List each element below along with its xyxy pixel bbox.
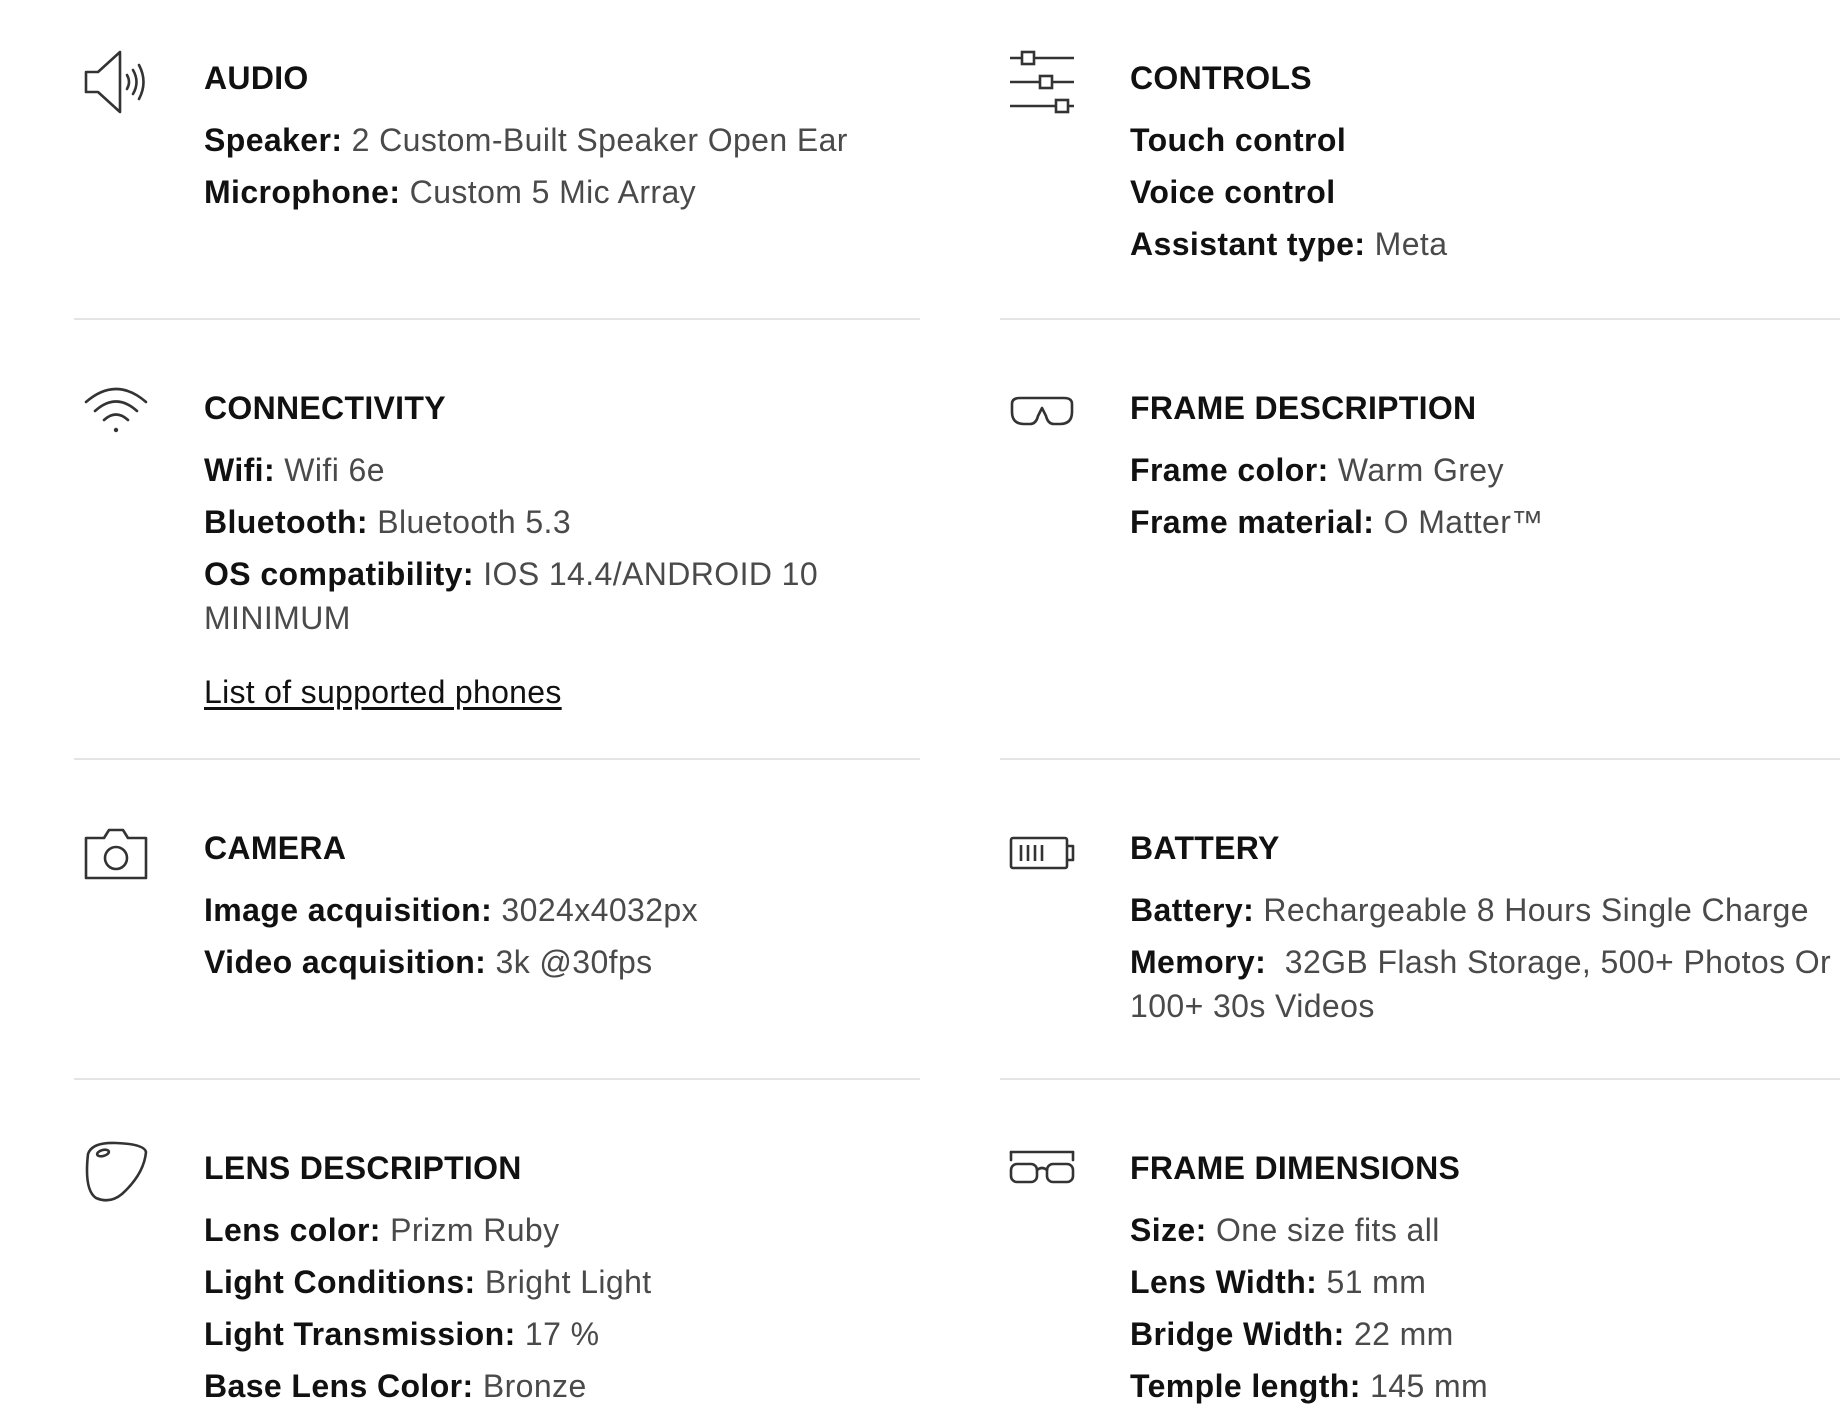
spec-value: 145 mm (1360, 1368, 1489, 1404)
spec-image-acquisition (204, 888, 920, 932)
section-battery-content (1130, 828, 1840, 1036)
spec-key: Temple length: (1130, 1368, 1361, 1404)
spec-value: Bronze (473, 1368, 587, 1404)
spec-bridge-width (1130, 1312, 1840, 1356)
spec-bluetooth (204, 500, 920, 544)
spec-voice-control (1130, 170, 1840, 214)
spec-key: Bridge Width: (1130, 1316, 1345, 1352)
spec-size (1130, 1208, 1840, 1252)
spec-value: Wifi 6e (275, 452, 385, 488)
spec-value: Rechargeable 8 Hours Single Charge (1254, 892, 1809, 928)
spec-value: 17 % (515, 1316, 600, 1352)
spec-key: Memory: (1130, 944, 1267, 980)
section-divider (74, 318, 920, 320)
section-divider (74, 758, 920, 760)
spec-lens-width (1130, 1260, 1840, 1304)
spec-microphone (204, 170, 920, 214)
speaker-icon (82, 48, 150, 116)
spec-value: 22 mm (1344, 1316, 1454, 1352)
spec-key: Voice control (1130, 174, 1336, 210)
spec-key: Microphone: (204, 174, 401, 210)
spec-wifi (204, 448, 920, 492)
battery-icon (1008, 818, 1076, 886)
section-title: LENS DESCRIPTION (204, 1150, 522, 1186)
spec-key: Light Conditions: (204, 1264, 476, 1300)
spec-touch-control (1130, 118, 1840, 162)
spec-key: Bluetooth: (204, 504, 368, 540)
spec-key: Battery: (1130, 892, 1255, 928)
spec-key: Touch control (1130, 122, 1347, 158)
spec-value: 2 Custom-Built Speaker Open Ear (342, 122, 848, 158)
spec-value: 3k @30fps (486, 944, 653, 980)
spec-value: Meta (1365, 226, 1448, 262)
spec-key: Frame color: (1130, 452, 1329, 488)
spec-battery (1130, 888, 1840, 932)
section-camera-content (204, 828, 920, 992)
spec-key: Video acquisition: (204, 944, 487, 980)
spec-temple-length (1130, 1364, 1840, 1408)
spec-light-transmission (204, 1312, 920, 1356)
spec-key: Image acquisition: (204, 892, 493, 928)
spec-value: Prizm Ruby (380, 1212, 560, 1248)
spec-frame-color (1130, 448, 1840, 492)
spec-key: Lens Width: (1130, 1264, 1318, 1300)
spec-key: Lens color: (204, 1212, 381, 1248)
section-connectivity-content (204, 388, 920, 714)
spec-key: Wifi: (204, 452, 276, 488)
spec-value: Bright Light (475, 1264, 652, 1300)
spec-value: Bluetooth 5.3 (367, 504, 572, 540)
spec-value: Custom 5 Mic Array (400, 174, 697, 210)
glasses-frame-icon (1008, 1138, 1076, 1206)
spec-speaker (204, 118, 920, 162)
section-title: CAMERA (204, 830, 347, 866)
section-title: FRAME DESCRIPTION (1130, 390, 1477, 426)
section-frame-dimensions-content (1130, 1148, 1840, 1416)
spec-value: 32GB Flash Storage, 500+ Photos Or 100+ 30s Videos (1130, 944, 1841, 1024)
section-divider (1000, 318, 1840, 320)
section-title: FRAME DIMENSIONS (1130, 1150, 1461, 1186)
spec-os-compatibility (204, 552, 844, 640)
spec-value: O Matter™ (1374, 504, 1544, 540)
sunglasses-icon (1008, 378, 1076, 446)
section-divider (74, 1078, 920, 1080)
spec-frame-material (1130, 500, 1840, 544)
spec-value: One size fits all (1206, 1212, 1440, 1248)
section-lens-content (204, 1148, 920, 1416)
section-controls-content (1130, 58, 1840, 274)
wifi-icon (82, 378, 150, 446)
spec-key: Size: (1130, 1212, 1207, 1248)
spec-value: 51 mm (1317, 1264, 1427, 1300)
spec-key: Light Transmission: (204, 1316, 516, 1352)
supported-phones-link[interactable]: List of supported phones (204, 674, 562, 710)
spec-value: IOS 14.4/ANDROID 10 MINIMUM (204, 556, 819, 636)
section-divider (1000, 758, 1840, 760)
section-title: BATTERY (1130, 830, 1280, 866)
spec-value: 3024x4032px (492, 892, 699, 928)
spec-key: Speaker: (204, 122, 343, 158)
spec-light-conditions (204, 1260, 920, 1304)
lens-icon (82, 1138, 150, 1206)
section-frame-description-content (1130, 388, 1840, 552)
camera-icon (82, 818, 150, 886)
spec-key: Frame material: (1130, 504, 1375, 540)
spec-key: Base Lens Color: (204, 1368, 474, 1404)
section-title: CONTROLS (1130, 60, 1312, 96)
sliders-icon (1008, 48, 1076, 116)
section-title: CONNECTIVITY (204, 390, 446, 426)
spec-lens-color (204, 1208, 920, 1252)
spec-assistant-type (1130, 222, 1840, 266)
spec-key: Assistant type: (1130, 226, 1366, 262)
spec-key: OS compatibility: (204, 556, 474, 592)
section-audio-content (204, 58, 920, 222)
spec-video-acquisition (204, 940, 920, 984)
section-divider (1000, 1078, 1840, 1080)
section-title: AUDIO (204, 60, 309, 96)
spec-value: Warm Grey (1328, 452, 1504, 488)
spec-memory (1130, 940, 1848, 1028)
spec-base-lens-color (204, 1364, 920, 1408)
